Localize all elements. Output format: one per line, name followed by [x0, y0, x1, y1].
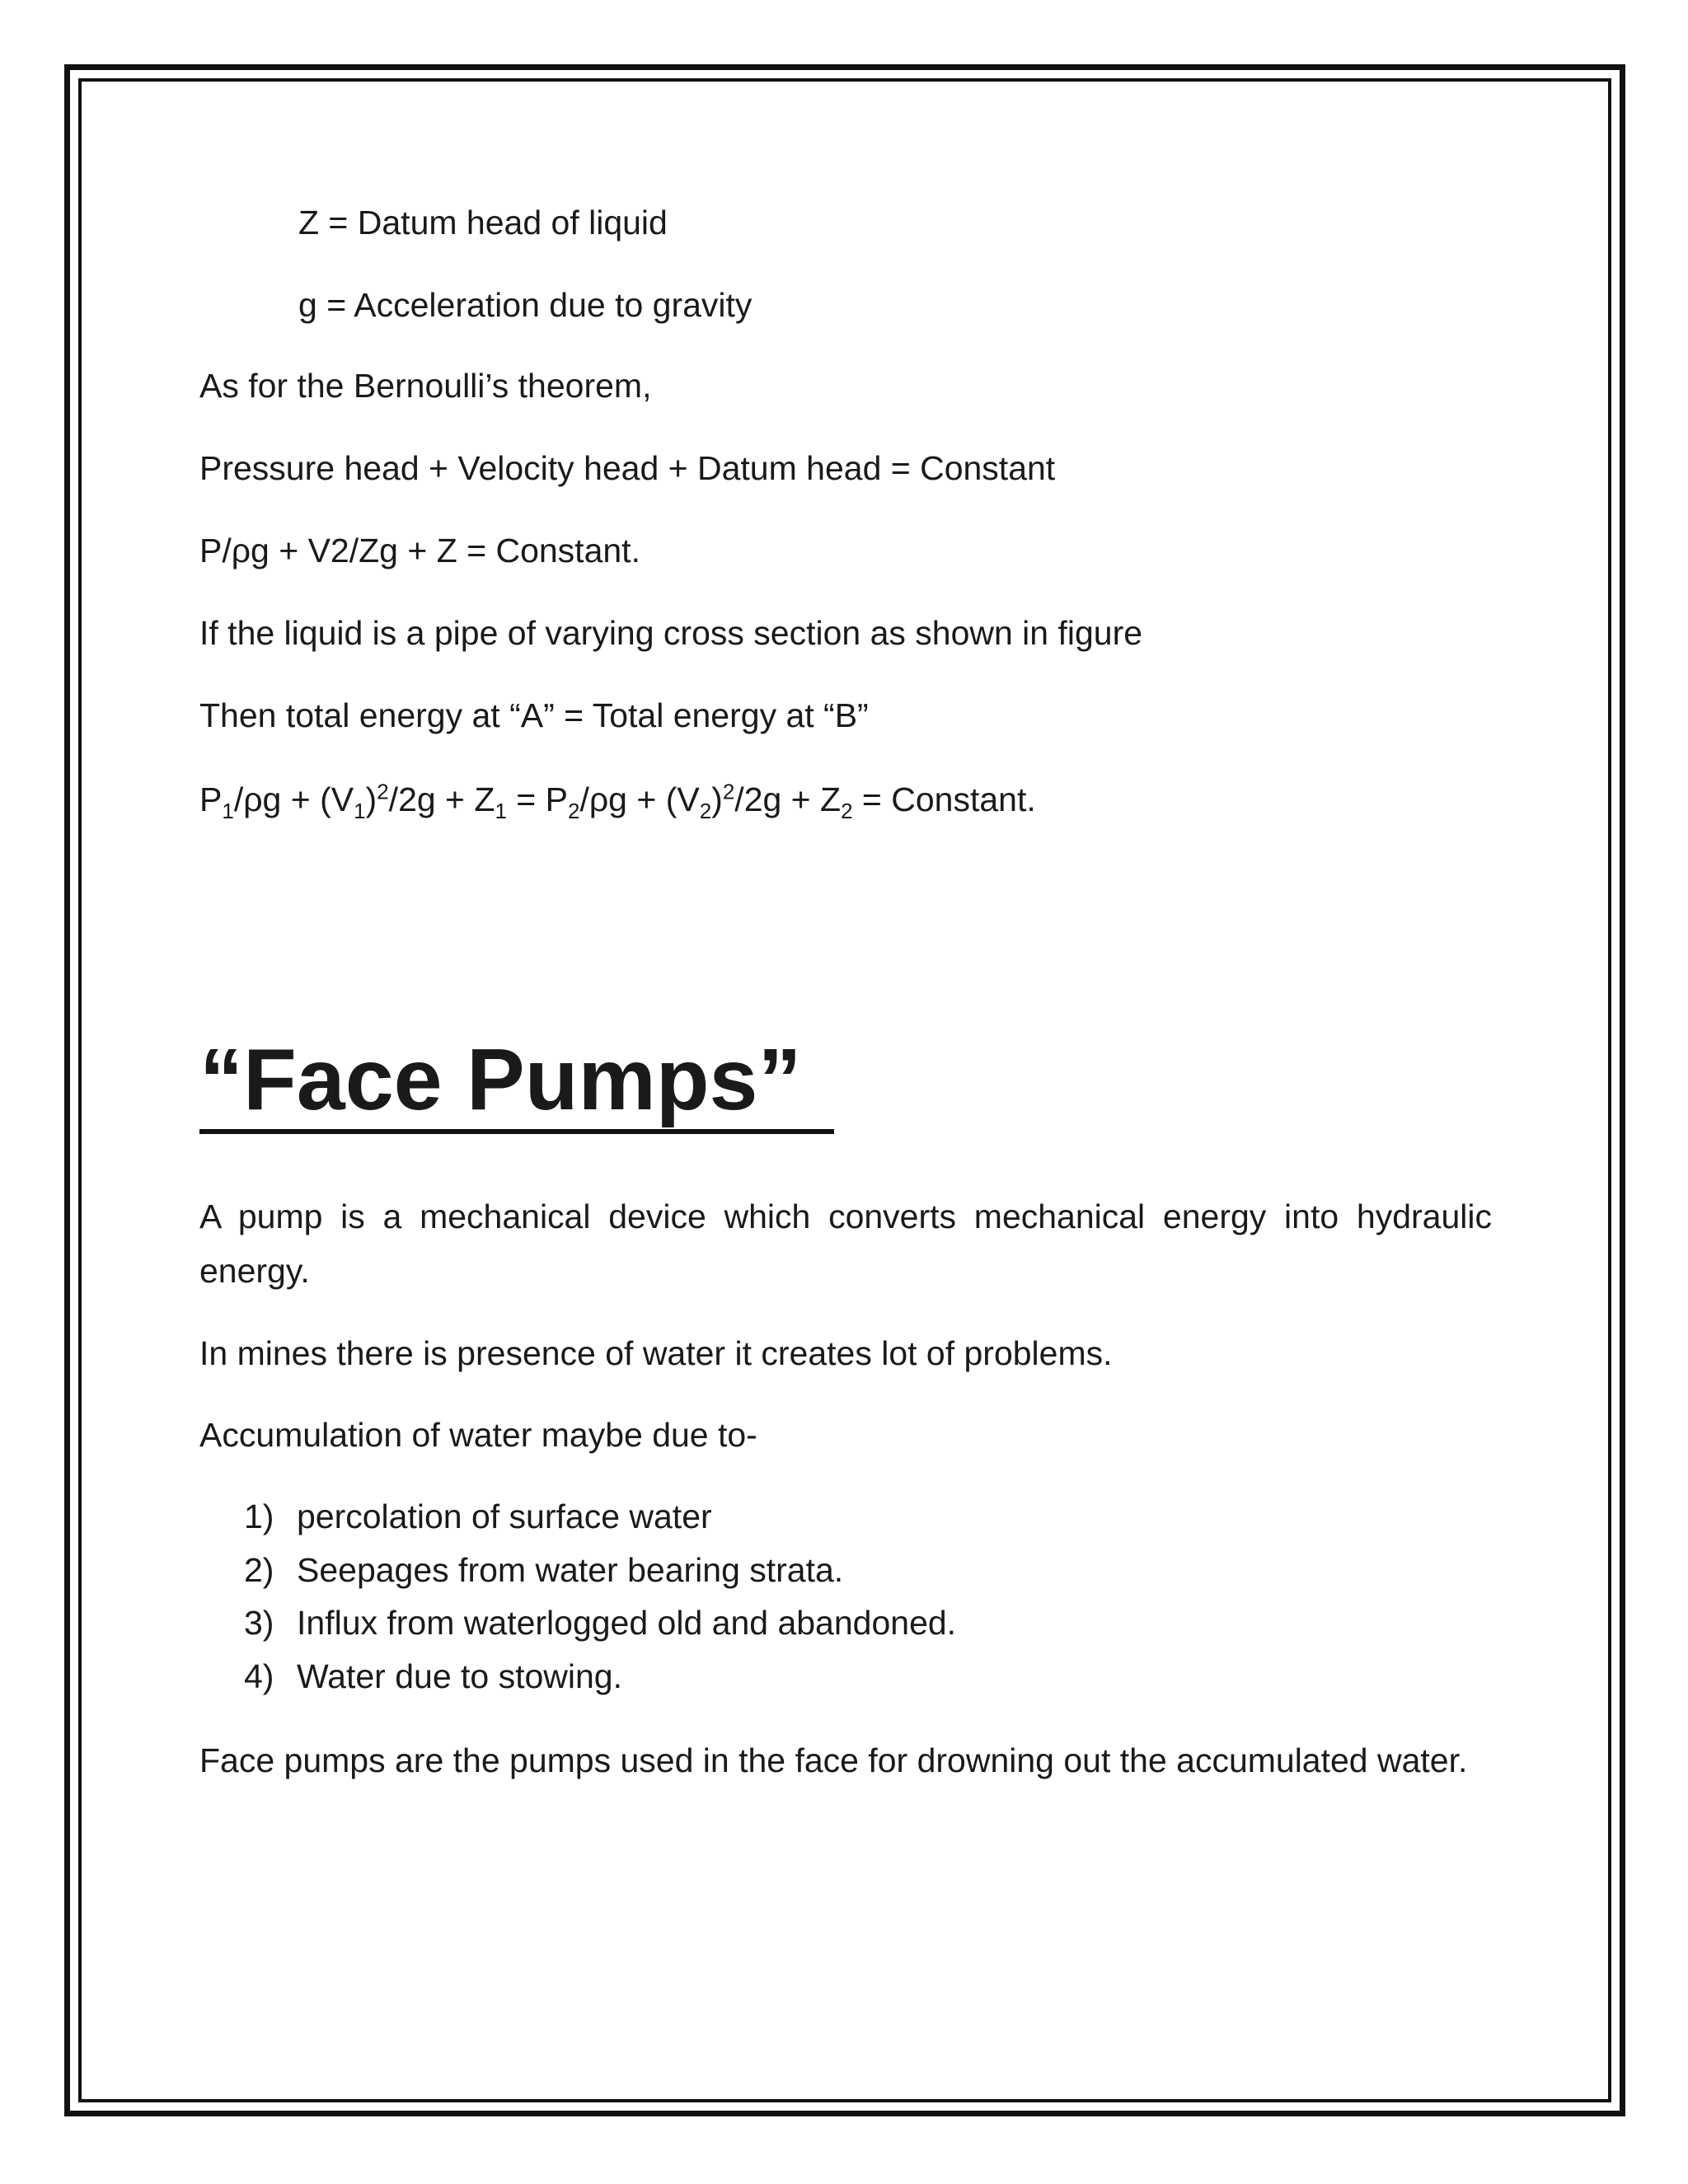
- heads-equation: Pressure head + Velocity head + Datum head = Constant: [199, 449, 1056, 487]
- face-pump-definition: Face pumps are the pumps used in the face for drowning out the accumulated water.: [199, 1741, 1468, 1779]
- energy-equation: $P_1/\rho g + (V_1)^2/2g + Z_1 = P_2/\rho g + (V_2)^2/2g + Z_2$ = Constant.: [199, 779, 1036, 824]
- pump-definition: A pump is a mechanical device which converts mechanical energy into hydraulic energy.: [199, 1197, 1492, 1290]
- accumulation-intro: Accumulation of water maybe due to-: [199, 1416, 757, 1454]
- list-item: 3) Influx from waterlogged old and abandoned.: [244, 1604, 957, 1642]
- gravity-definition: g = Acceleration due to gravity: [298, 286, 753, 324]
- section-heading: “Face Pumps”: [199, 1030, 834, 1134]
- list-item: 2) Seepages from water bearing strata.: [244, 1551, 844, 1589]
- list-item: 4) Water due to stowing.: [244, 1657, 623, 1695]
- pipe-statement: If the liquid is a pipe of varying cross section as shown in figure: [199, 614, 1143, 652]
- energy-statement: Then total energy at “A” = Total energy at “B”: [199, 696, 869, 734]
- bernoulli-equation: P/ρg + V2/Zg + Z = Constant.: [199, 532, 640, 569]
- list-item: 1) percolation of surface water: [244, 1497, 712, 1535]
- bernoulli-intro: As for the Bernoulli’s theorem,: [199, 367, 652, 405]
- datum-head-definition: Z = Datum head of liquid: [298, 204, 668, 241]
- mines-statement: In mines there is presence of water it creates lot of problems.: [199, 1334, 1113, 1372]
